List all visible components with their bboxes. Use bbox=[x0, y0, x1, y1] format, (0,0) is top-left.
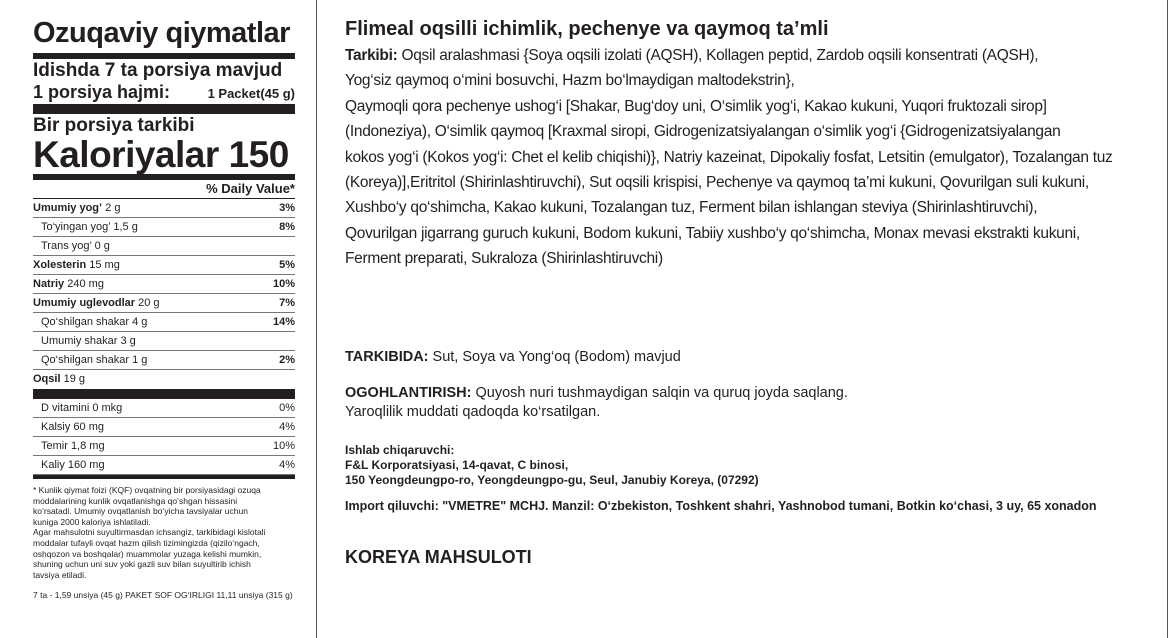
nutrient-row bbox=[33, 218, 295, 237]
nutrient-name bbox=[33, 275, 104, 293]
nutrient-percent: 2% bbox=[279, 354, 295, 366]
nutrient-row bbox=[33, 237, 295, 256]
vitamin-row bbox=[33, 418, 295, 437]
right-edge-line bbox=[1167, 0, 1168, 638]
vitamin-name: Kalsiy 60 mg bbox=[41, 421, 104, 433]
footnote-line: tavsiya etiladi. bbox=[33, 569, 87, 580]
footnote-line: shuning uchun uni suv yoki gazli suv bilan suyultirib ichish bbox=[33, 559, 251, 570]
nutrient-percent: 8% bbox=[279, 221, 295, 233]
rule-huge bbox=[33, 389, 295, 399]
servings-per-container: Idishda 7 ta porsiya mavjud bbox=[33, 60, 283, 81]
serving-size-value: 1 Packet(45 g) bbox=[207, 86, 295, 101]
ingredient-line bbox=[345, 145, 1160, 170]
calories-row bbox=[33, 136, 295, 174]
ingredient-text: Qaymoqli qora pechenye ushog‘i [Shakar, Bug‘doy uni, O‘simlik yog‘i, Kakao kukuni, Yuqori fruktozali sirop] bbox=[345, 97, 1047, 115]
rule-mid bbox=[33, 475, 295, 479]
nutrient-row bbox=[33, 351, 295, 370]
ingredients-block bbox=[345, 43, 1160, 272]
nutrient-name bbox=[41, 313, 147, 331]
vitamin-row bbox=[33, 399, 295, 418]
ingredients-label: Tarkibi: bbox=[345, 47, 398, 64]
nutrient-row bbox=[33, 313, 295, 332]
footnote-line: moddalarining kunlik ovqatlanishga qo‘shgan hissasini bbox=[33, 495, 238, 506]
ingredient-line bbox=[345, 195, 1160, 220]
ingredient-line bbox=[345, 246, 1160, 271]
warning-text: Quyosh nuri tushmaydigan salqin va quruq joyda saqlang. bbox=[471, 385, 848, 401]
nutrient-row bbox=[33, 199, 295, 218]
panel-divider bbox=[316, 0, 317, 638]
ingredient-line bbox=[345, 43, 1160, 68]
vitamin-name: Temir 1,8 mg bbox=[41, 440, 105, 452]
vitamin-list bbox=[33, 399, 295, 475]
product-info-panel bbox=[345, 16, 1160, 272]
daily-value-footnote bbox=[33, 485, 295, 580]
nutrient-name bbox=[33, 256, 120, 274]
allergen-text: Sut, Soya va Yong‘oq (Bodom) mavjud bbox=[428, 349, 681, 365]
ingredient-text: Xushbo‘y qo‘shimcha, Kakao kukuni, Tozalangan tuz, Ferment bilan ishlangan steviya (Shirinlashtiruvchi), bbox=[345, 199, 1038, 217]
nutrient-label: Umumiy yog’ bbox=[33, 202, 103, 214]
nutrient-percent: 14% bbox=[272, 316, 295, 328]
nutrient-row bbox=[33, 275, 295, 294]
allergen-label: TARKIBIDA: bbox=[345, 349, 429, 365]
ingredient-text: Ferment preparati, Sukraloza (Shirinlashtiruvchi) bbox=[345, 250, 663, 268]
nutrient-label: Trans yog’ bbox=[41, 240, 92, 252]
nutrient-amount: 19 g bbox=[63, 373, 85, 385]
ingredient-text: (Koreya)],Eritritol (Shirinlashtiruvchi), Sut oqsili krispisi, Pechenye va qaymoq ta’mi kukuni, Qovurilgan suli kukuni, bbox=[345, 174, 1089, 192]
expiry-text: Yaroqlilik muddati qadoqda ko‘rsatilgan. bbox=[345, 404, 601, 420]
nutrient-label: Qo‘shilgan shakar bbox=[41, 354, 130, 366]
nutrient-name bbox=[41, 218, 138, 236]
vitamin-percent: 0% bbox=[279, 402, 295, 414]
importer-info: Import qiluvchi: "VMETRE" MCHJ. Manzil: O‘zbekiston, Toshkent shahri, Yashnobod tumani, Botkin ko‘chasi, 3 uy, 65 xonadon bbox=[345, 499, 1097, 513]
nutrient-percent: 3% bbox=[279, 202, 295, 214]
ingredient-text: Oqsil aralashmasi {Soya oqsili izolati (AQSH), Kollagen peptid, Zardob oqsili konsentrati (AQSH), bbox=[397, 47, 1039, 64]
amount-per-serving: Bir porsiya tarkibi bbox=[33, 115, 195, 136]
vitamin-row bbox=[33, 437, 295, 456]
nutrient-name bbox=[41, 351, 147, 369]
footnote-line: Agar mahsulotni suyultirmasdan ichsangiz, tarkibidagi kislotali bbox=[33, 527, 266, 538]
nutrient-amount: 1,5 g bbox=[113, 221, 138, 233]
calories-value: 150 bbox=[228, 134, 289, 175]
daily-value-header: % Daily Value* bbox=[33, 180, 295, 199]
nutrient-amount: 0 g bbox=[94, 240, 110, 252]
nutrient-row bbox=[33, 332, 295, 351]
nutrient-name bbox=[41, 332, 136, 350]
vitamin-row bbox=[33, 456, 295, 475]
footnote-line: moddalar tufayli ovqat hazm qilish tizimingizda (qizilo‘ngach, bbox=[33, 537, 260, 548]
calories-label: Kaloriyalar bbox=[33, 134, 219, 175]
nutrient-name bbox=[33, 294, 160, 312]
vitamin-name: Kaliy 160 mg bbox=[41, 459, 105, 471]
nutrient-name bbox=[33, 199, 120, 217]
ingredient-line bbox=[345, 170, 1160, 195]
nutrient-percent: 10% bbox=[272, 278, 295, 290]
nutrition-title: Ozuqaviy qiymatlar bbox=[33, 17, 290, 49]
serving-size-row bbox=[33, 82, 295, 104]
nutrient-amount: 240 mg bbox=[67, 278, 104, 290]
nutrient-label: Umumiy uglevodlar bbox=[33, 297, 136, 309]
nutrient-amount: 4 g bbox=[132, 316, 148, 328]
nutrition-facts-panel bbox=[33, 13, 295, 601]
ingredient-text: Yog‘siz qaymoq o‘mini bosuvchi, Hazm bo‘lmaydigan maltodekstrin}, bbox=[345, 72, 795, 90]
ingredient-text: (Indoneziya), O‘simlik qaymoq [Kraxmal siropi, Gidrogenizatsiyalangan o‘simlik yog‘i {Gidrogenizatsiyalangan bbox=[345, 123, 1061, 141]
country-of-origin: KOREYA MAHSULOTI bbox=[345, 547, 532, 567]
serving-size-label: 1 porsiya hajmi: bbox=[33, 82, 171, 102]
nutrient-row bbox=[33, 370, 295, 389]
nutrient-amount: 3 g bbox=[120, 335, 136, 347]
ingredient-line bbox=[345, 221, 1160, 246]
nutrient-amount: 15 mg bbox=[89, 259, 120, 271]
warning-label: OGOHLANTIRISH: bbox=[345, 385, 472, 401]
nutrient-name bbox=[41, 237, 110, 255]
vitamin-percent: 4% bbox=[279, 421, 295, 433]
nutrient-label: Natriy bbox=[33, 278, 65, 290]
nutrient-amount: 1 g bbox=[132, 354, 148, 366]
ingredient-line bbox=[345, 68, 1160, 93]
vitamin-name: D vitamini 0 mkg bbox=[41, 402, 123, 414]
vitamin-percent: 10% bbox=[272, 440, 295, 452]
nutrient-amount: 20 g bbox=[138, 297, 160, 309]
nutrient-label: Xolesterin bbox=[33, 259, 87, 271]
footnote-line: oshqozon va boshqalar) muammolar yuzaga kelishi mumkin, bbox=[33, 548, 262, 559]
ingredient-line bbox=[345, 119, 1160, 144]
nutrient-percent: 7% bbox=[279, 297, 295, 309]
manufacturer-section bbox=[345, 443, 759, 488]
footnote-line: kuniga 2000 kaloriya ishlatiladi. bbox=[33, 516, 151, 527]
footnote-line: * Kunlik qiymat foizi (KQF) ovqatning bir porsiyasidagi ozuqa bbox=[33, 485, 261, 495]
nutrient-row bbox=[33, 256, 295, 275]
ingredient-text: kokos yog‘i (Kokos yog‘i: Chet el kelib chiqishi)}, Natriy kazeinat, Dipokaliy fosfat, Letsitin (emulgator), Tozalangan tuz bbox=[345, 148, 1113, 166]
nutrient-amount: 2 g bbox=[105, 202, 121, 214]
ingredient-line bbox=[345, 94, 1160, 119]
vitamin-percent: 4% bbox=[279, 459, 295, 471]
nutrient-name bbox=[33, 370, 85, 389]
manufacturer-line2: 150 Yeongdeungpo-ro, Yeongdeungpo-gu, Seul, Janubiy Koreya, (07292) bbox=[345, 473, 759, 487]
nutrient-label: Oqsil bbox=[33, 373, 61, 385]
nutrient-list bbox=[33, 199, 295, 389]
rule-huge bbox=[33, 104, 295, 114]
manufacturer-line1: F&L Korporatsiyasi, 14-qavat, C binosi, bbox=[345, 458, 569, 472]
allergen-section bbox=[345, 348, 681, 367]
nutrient-row bbox=[33, 294, 295, 313]
nutrient-percent: 5% bbox=[279, 259, 295, 271]
ingredient-text: Qovurilgan jigarrang guruch kukuni, Bodom kukuni, Tabiiy xushbo‘y qo‘shimcha, Monax mevasi ekstrakti kukuni, bbox=[345, 224, 1080, 242]
rule-thick bbox=[33, 53, 295, 59]
net-weight: 7 ta - 1,59 unsiya (45 g) PAKET SOF OG‘IRLIGI 11,11 unsiya (315 g) bbox=[33, 590, 293, 601]
nutrient-label: Qo‘shilgan shakar bbox=[41, 316, 130, 328]
nutrient-label: To‘yingan yog’ bbox=[41, 221, 111, 233]
warning-section bbox=[345, 384, 848, 422]
nutrient-label: Umumiy shakar bbox=[41, 335, 118, 347]
footnote-line: ko‘rsatadi. Umumiy ovqatlanish bo‘yicha tavsiyalar uchun bbox=[33, 506, 248, 517]
manufacturer-label: Ishlab chiqaruvchi: bbox=[345, 443, 455, 457]
product-title: Flimeal oqsilli ichimlik, pechenye va qaymoq ta’mli bbox=[345, 18, 829, 40]
